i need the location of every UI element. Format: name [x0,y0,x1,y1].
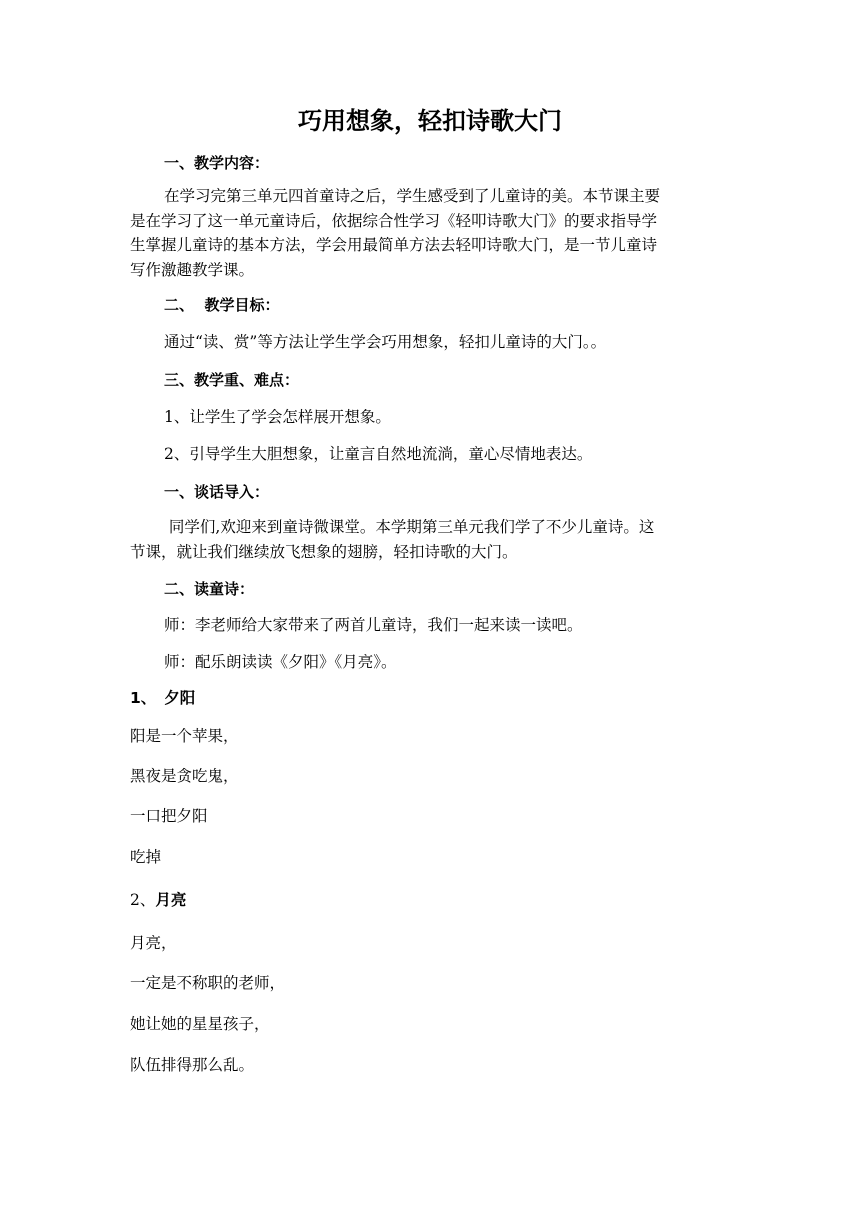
paragraph-intro [130,515,730,564]
poem-2-line: 月亮， [130,934,177,952]
paragraph-teaching-content [130,184,730,282]
paragraph-line: 生掌握儿童诗的基本方法，学会用最简单方法去轻叩诗歌大门，是一节儿童诗 [130,236,658,255]
poem-1-heading [130,687,195,709]
key-point-1: 1、让学生了学会怎样展开想象。 [164,408,391,426]
poem-2-line: 一定是不称职的老师， [130,974,286,992]
heading-intro: 一、谈话导入： [164,483,270,501]
paragraph-line: 是在学习了这一单元童诗后，依据综合性学习《轻叩诗歌大门》的要求指导学 [130,211,658,230]
heading-teaching-content: 一、教学内容： [164,154,270,172]
key-point-2: 2、引导学生大胆想象，让童言自然地流淌，童心尽情地表达。 [164,445,593,463]
read-line-1: 师：李老师给大家带来了两首儿童诗，我们一起来读一读吧。 [164,616,583,634]
paragraph-line: 同学们,欢迎来到童诗微课堂。本学期第三单元我们学了不少儿童诗。这 [164,518,655,536]
read-line-2: 师：配乐朗读读《夕阳》《月亮》。 [164,653,397,671]
document-title: 巧用想象，轻扣诗歌大门 [298,106,562,135]
poem-2-line: 队伍排得那么乱。 [130,1056,255,1074]
heading-key-points: 三、教学重、难点： [164,371,300,389]
paragraph-line: 在学习完第三单元四首童诗之后，学生感受到了儿童诗的美。本节课主要 [164,187,661,205]
heading-teaching-goals: 二、 教学目标： [164,296,280,314]
poem-1-line: 一口把夕阳 [130,807,208,825]
poem-1-line: 吃掉 [130,848,162,866]
paragraph-line: 节课，就让我们继续放飞想象的翅膀，轻扣诗歌的大门。 [130,542,518,561]
teaching-goal-text: 通过“读、赏”等方法让学生学会巧用想象，轻扣儿童诗的大门。。 [164,333,607,351]
heading-read-poems: 二、读童诗： [164,580,255,598]
poem-2-title: 月亮 [155,891,187,909]
poem-1-number: 1、 [130,689,157,707]
poem-2-line: 她让她的星星孩子， [130,1015,270,1033]
poem-2-heading [130,889,186,911]
poem-2-number: 2、 [130,891,156,909]
paragraph-line: 写作激趣教学课。 [130,260,255,279]
poem-1-line: 阳是一个苹果， [130,727,239,745]
poem-1-title: 夕阳 [164,689,196,707]
poem-1-line: 黑夜是贪吃鬼， [130,767,239,785]
